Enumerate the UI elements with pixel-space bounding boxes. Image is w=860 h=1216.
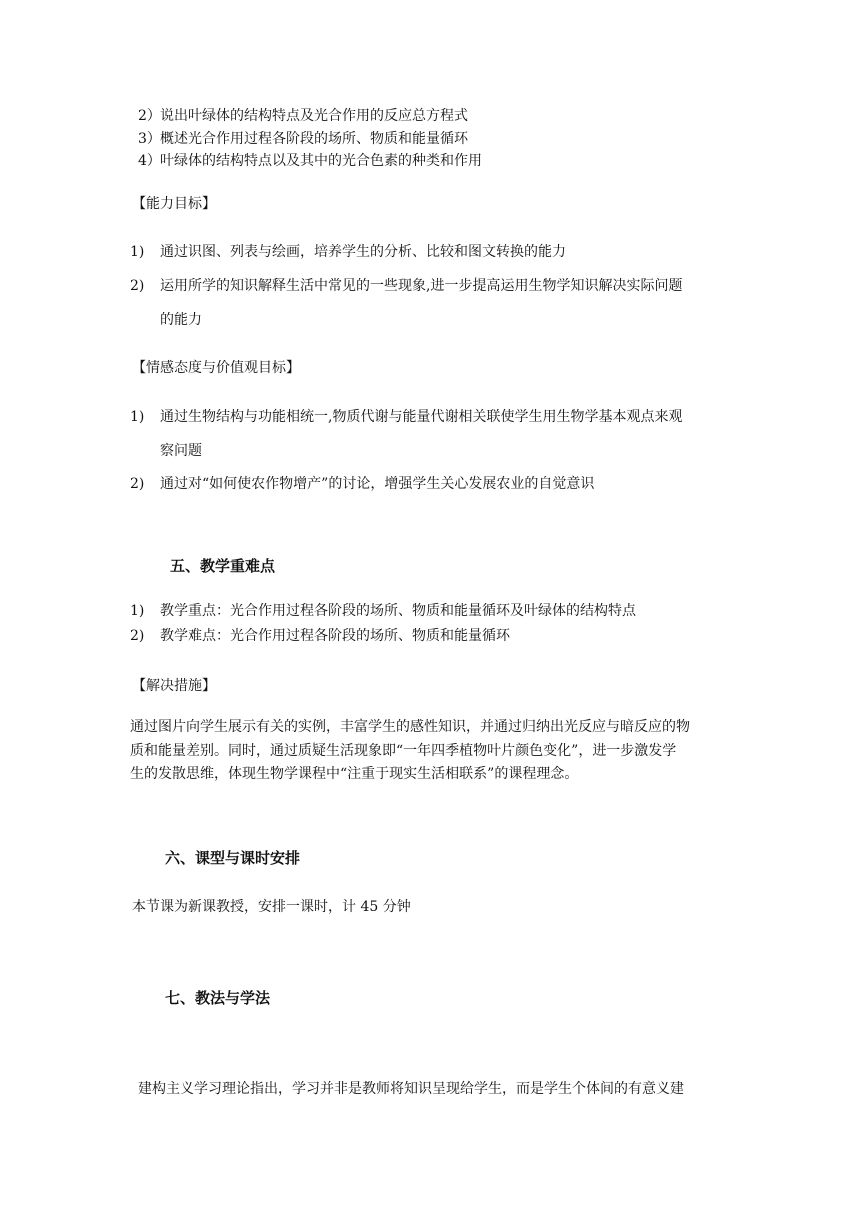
ability-item-1 [130,243,566,261]
list-number: 2) [130,476,145,492]
measures-line-3: 生的发散思维，体现生物学课程中“注重于现实生活相联系”的课程理念。 [130,766,579,782]
list-text: 通过生物结构与功能相统一,物质代谢与能量代谢相关联使学生用生物学基本观点来观 [160,409,683,425]
list-number: 2） [138,108,161,124]
ability-label: 【能力目标】 [132,196,216,212]
emotion-item-2 [130,475,594,493]
emotion-item-1 [130,408,682,426]
section-5-title: 五、教学重难点 [170,557,276,575]
measures-line-1: 通过图片向学生展示有关的实例，丰富学生的感性知识，并通过归纳出光反应与暗反应的物 [130,719,690,735]
list-text: 教学重点：光合作用过程各阶段的场所、物质和能量循环及叶绿体的结构特点 [160,603,636,619]
list-text: 叶绿体的结构特点以及其中的光合色素的种类和作用 [160,153,482,169]
section-5-item-2 [130,627,510,645]
measures-line-2: 质和能量差别。同时，通过质疑生活现象即“一年四季植物叶片颜色变化”，进一步激发学 [130,743,677,759]
section-7-text: 建构主义学习理论指出，学习并非是教师将知识呈现给学生，而是学生个体间的有意义建 [138,1081,684,1097]
list-text: 通过对“如何使农作物增产”的讨论，增强学生关心发展农业的自觉意识 [160,476,595,492]
section-6-title: 六、课型与课时安排 [165,849,301,867]
list-text: 运用所学的知识解释生活中常见的一些现象,进一步提高运用生物学知识解决实际问题 [160,278,683,294]
ability-item-2-cont: 的能力 [160,312,202,328]
knowledge-item-3 [138,130,468,148]
knowledge-item-2 [138,107,468,125]
list-number: 1) [130,244,145,260]
list-text: 教学难点：光合作用过程各阶段的场所、物质和能量循环 [160,628,510,644]
list-number: 2) [130,628,145,644]
list-number: 1) [130,409,145,425]
list-text: 概述光合作用过程各阶段的场所、物质和能量循环 [160,131,468,147]
emotion-item-1-cont: 察问题 [160,443,202,459]
list-number: 2) [130,278,145,294]
list-number: 1) [130,603,145,619]
section-6-text: 本节课为新课教授，安排一课时，计 45 分钟 [132,899,411,915]
emotion-label: 【情感态度与价值观目标】 [132,360,300,376]
knowledge-item-4 [138,152,482,170]
list-text: 通过识图、列表与绘画，培养学生的分析、比较和图文转换的能力 [160,244,566,260]
list-text: 说出叶绿体的结构特点及光合作用的反应总方程式 [160,108,468,124]
measures-label: 【解决措施】 [132,678,216,694]
section-5-item-1 [130,602,636,620]
list-number: 3） [138,131,161,147]
ability-item-2 [130,277,682,295]
section-7-title: 七、教法与学法 [165,989,271,1007]
list-number: 4） [138,153,161,169]
